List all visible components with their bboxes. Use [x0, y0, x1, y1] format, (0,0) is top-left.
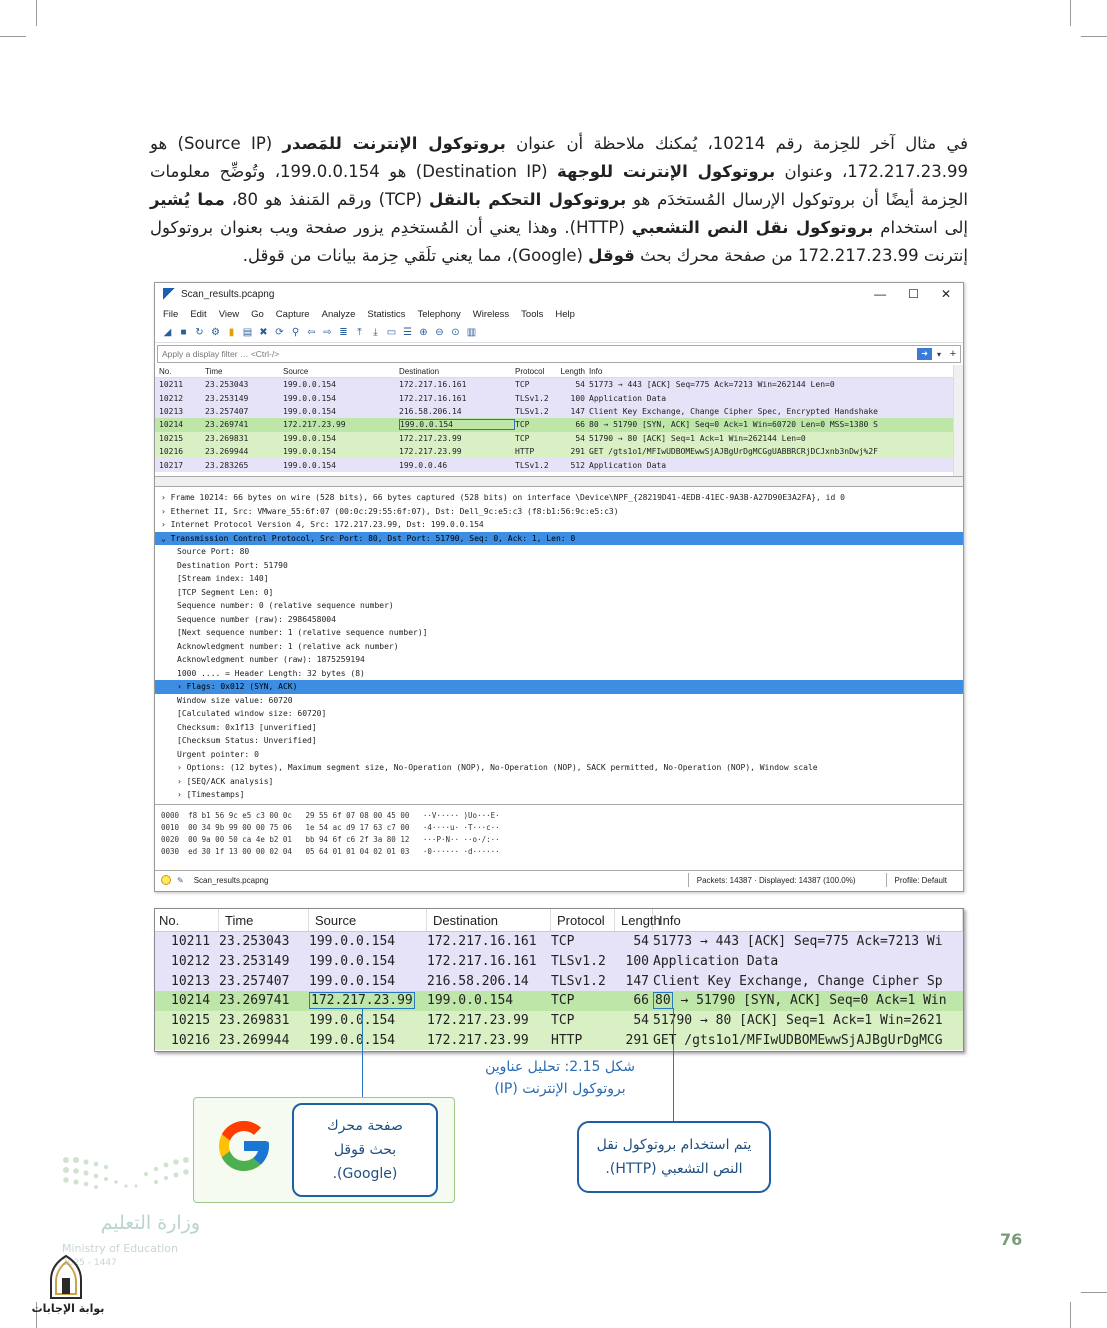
cell-destination: 199.0.0.46 — [399, 460, 448, 470]
zoom-cell-length: 66 — [633, 993, 649, 1009]
cell-source: 199.0.0.154 — [283, 406, 336, 416]
detail-row-selected[interactable]: › Flags: 0x012 (SYN, ACK) — [155, 680, 963, 694]
zoom-col-time: Time — [219, 909, 309, 931]
col-source[interactable]: Source — [283, 366, 309, 376]
main-toolbar — [155, 323, 963, 343]
crop-mark — [36, 0, 37, 26]
detail-row-selected[interactable]: ⌄ Transmission Control Protocol, Src Port: 80, Dst Port: 51790, Seq: 0, Ack: 1, Len: 0 — [155, 532, 963, 546]
google-callout — [193, 1097, 455, 1203]
zoomed-packet-list — [154, 908, 964, 1052]
zoom-cell-info-wrap — [653, 993, 963, 1008]
apply-filter-icon[interactable]: ➜ — [917, 348, 932, 360]
zoom-cell-info: Application Data — [653, 954, 779, 970]
cell-time: 23.269944 — [205, 447, 249, 457]
zoom-row — [155, 1011, 963, 1031]
packet-row[interactable] — [155, 445, 963, 458]
zoom-cell-no: 10213 — [171, 973, 211, 989]
first-packet-icon[interactable]: ⤒ — [357, 327, 362, 338]
zoom-row — [155, 971, 963, 991]
detail-row[interactable]: Window size value: 60720 — [177, 695, 293, 705]
capture-options-icon[interactable]: ⚙ — [211, 327, 220, 338]
zoom-cell-source: 199.0.0.154 — [309, 934, 396, 950]
callout-line: يتم استخدام بروتوكول نقل — [596, 1137, 752, 1153]
zoom-row — [155, 1030, 963, 1050]
packet-list-scrollbar[interactable] — [953, 365, 963, 476]
caption-line: بروتوكول الإنترنت (IP) — [494, 1081, 626, 1097]
cell-info: 51773 → 443 [ACK] Seq=775 Ack=7213 Win=262144 Len=0 — [589, 380, 835, 390]
zoom-col-protocol: Protocol — [551, 909, 615, 931]
cell-time: 23.253149 — [205, 393, 249, 403]
packet-row[interactable] — [155, 458, 963, 471]
callout-line: صفحة محرك — [327, 1118, 403, 1134]
cell-time: 23.269831 — [205, 433, 249, 443]
detail-row[interactable]: › Internet Protocol Version 4, Src: 172.217.23.99, Dst: 199.0.0.154 — [161, 520, 484, 529]
ministry-english-name: Ministry of Education — [62, 1242, 179, 1255]
cell-protocol: TCP — [515, 420, 530, 430]
horizontal-scrollbar[interactable] — [155, 477, 963, 487]
menu-capture[interactable]: Capture — [275, 308, 310, 320]
zoom-cell-info: Client Key Exchange, Change Cipher Sp — [653, 973, 943, 989]
zoom-cell-source: 199.0.0.154 — [309, 1013, 396, 1029]
zoom-cell-destination: 172.217.23.99 — [427, 1032, 529, 1048]
packet-details-pane — [155, 487, 963, 805]
cell-length: 66 — [575, 420, 585, 430]
open-file-icon[interactable]: ▮ — [228, 327, 235, 338]
http-callout — [577, 1121, 771, 1193]
zoom-cell-no: 10214 — [171, 993, 211, 1009]
source-ip-highlight: 172.217.23.99 — [311, 993, 413, 1009]
status-separator — [688, 873, 689, 887]
go-to-packet-icon[interactable]: ≣ — [339, 327, 348, 338]
detail-row[interactable]: › Ethernet II, Src: VMware_55:6f:07 (00:0c:29:55:6f:07), Dst: Dell_9c:e5:c3 (f8:b1:56:9c:e5:c3) — [161, 506, 619, 516]
callout-line: (Google). — [332, 1166, 398, 1182]
status-separator — [886, 873, 887, 887]
col-time[interactable]: Time — [205, 366, 223, 376]
zoom-cell-length: 291 — [625, 1032, 649, 1048]
cell-time: 23.269741 — [205, 420, 249, 430]
portal-emblem-icon — [46, 1254, 86, 1300]
cell-time: 23.283265 — [205, 460, 249, 470]
crop-mark — [0, 36, 26, 37]
zoom-cell-no: 10216 — [171, 1032, 211, 1048]
cell-destination: 172.217.23.99 — [399, 447, 462, 457]
cell-info: Client Key Exchange, Change Cipher Spec, Encrypted Handshake — [589, 406, 878, 416]
filter-input[interactable]: Apply a display filter … <Ctrl-/> — [162, 349, 280, 359]
zoom-out-icon[interactable]: ⊖ — [435, 327, 444, 338]
cell-protocol: TCP — [515, 380, 530, 390]
crop-mark — [1081, 36, 1107, 37]
detail-row[interactable]: Acknowledgment number: 1 (relative ack number) — [177, 641, 399, 651]
zoom-cell-source-wrap — [309, 993, 427, 1008]
minimize-button[interactable]: — — [874, 287, 887, 301]
normal-size-icon[interactable]: ⊙ — [451, 327, 460, 338]
cell-length: 147 — [570, 406, 585, 416]
cell-no: 10217 — [159, 460, 184, 470]
figure-caption — [440, 1056, 680, 1100]
cell-destination: 216.58.206.14 — [399, 406, 462, 416]
detail-row[interactable]: [Checksum Status: Unverified] — [177, 736, 317, 745]
status-file-name: Scan_results.pcapng — [193, 875, 269, 885]
zoom-cell-destination: 216.58.206.14 — [427, 973, 529, 989]
detail-row[interactable]: Destination Port: 51790 — [177, 560, 288, 570]
menu-tools[interactable]: Tools — [521, 308, 544, 320]
menu-edit[interactable]: Edit — [190, 308, 207, 320]
cell-protocol: TLSv1.2 — [515, 460, 549, 470]
zoom-header — [155, 909, 963, 932]
ministry-year: 2025 - 1447 — [62, 1258, 117, 1268]
cell-no: 10211 — [159, 380, 184, 390]
zoom-col-length: Length — [615, 909, 653, 931]
cell-length: 100 — [570, 393, 585, 403]
cell-length: 291 — [570, 447, 585, 457]
cell-source: 199.0.0.154 — [283, 433, 336, 443]
detail-row[interactable]: Checksum: 0x1f13 [unverified] — [177, 722, 317, 732]
zoom-cell-length: 100 — [625, 954, 649, 970]
detail-row[interactable]: 1000 .... = Header Length: 32 bytes (8) — [177, 668, 365, 678]
zoom-cell-source: 199.0.0.154 — [309, 1032, 396, 1048]
packet-row-selected[interactable] — [155, 418, 963, 431]
colorize-icon[interactable]: ☰ — [403, 327, 412, 338]
status-packets: Packets: 14387 · Displayed: 14387 (100.0%) — [696, 875, 856, 885]
zoom-cell-source: 199.0.0.154 — [309, 954, 396, 970]
cell-no: 10212 — [159, 393, 184, 403]
zoom-col-source: Source — [309, 909, 427, 931]
zoom-cell-protocol: TLSv1.2 — [551, 973, 606, 989]
menu-go[interactable]: Go — [251, 308, 264, 320]
zoom-cell-no: 10211 — [171, 934, 211, 950]
cell-destination: 172.217.16.161 — [399, 393, 467, 403]
col-no[interactable]: No. — [159, 366, 172, 376]
portal-name: بوابة الإجابات — [31, 1302, 105, 1315]
callout-line: بحث قوقل — [333, 1142, 397, 1158]
zoom-cell-info: GET /gts1o1/MFIwUDBOMEwwSjAJBgUrDgMCG — [653, 1032, 943, 1048]
last-packet-icon[interactable]: ⤓ — [373, 327, 378, 338]
packet-list — [155, 365, 963, 477]
menu-file[interactable]: File — [163, 308, 179, 320]
zoom-cell-time: 23.269741 — [219, 993, 290, 1009]
cell-length: 54 — [575, 433, 585, 443]
menu-help[interactable]: Help — [555, 308, 575, 320]
cell-info: GET /gts1o1/MFIwUDBOMEwwSjAJBgUrDgMCGgUABBRCRjDCJxnb3nDwj%2F — [589, 447, 878, 457]
zoom-cell-protocol: HTTP — [551, 1032, 583, 1048]
ministry-dots-icon — [60, 1150, 200, 1200]
cell-no: 10216 — [159, 447, 184, 457]
cell-protocol: TLSv1.2 — [515, 406, 549, 416]
hex-row: 0030 ed 30 1f 13 00 00 02 04 05 64 01 01 04 02 01 03 ·0······ ·d······ — [161, 847, 500, 856]
menu-wireless[interactable]: Wireless — [472, 308, 510, 320]
google-callout-text — [292, 1103, 438, 1197]
zoom-cell-time: 23.269831 — [219, 1013, 290, 1029]
zoom-cell-destination: 199.0.0.154 — [427, 993, 514, 1009]
zoom-cell-length: 54 — [633, 1013, 649, 1029]
resize-columns-icon[interactable]: ▥ — [466, 327, 477, 338]
hex-row: 0000 f8 b1 56 9c e5 c3 00 0c 29 55 6f 07 08 00 45 00 ··V····· )Uo···E· — [161, 811, 500, 820]
menu-view[interactable]: View — [218, 308, 240, 320]
menu-telephony[interactable]: Telephony — [417, 308, 461, 320]
cell-info: Application Data — [589, 393, 667, 403]
hex-row: 0020 00 9a 00 50 ca 4e b2 01 bb 94 6f c6 2f 3a 80 12 ···P·N·· ··o·/:·· — [161, 835, 500, 844]
detail-row[interactable]: › Frame 10214: 66 bytes on wire (528 bits), 66 bytes captured (528 bits) on interface \Device\NPF_{28219D41-4EDB-41EC-9A3B-A27D90E3A2FA}, id 0 — [161, 493, 845, 502]
zoom-cell-protocol: TCP — [551, 1013, 575, 1029]
cell-destination: 172.217.16.161 — [399, 380, 467, 390]
cell-source: 199.0.0.154 — [283, 393, 336, 403]
cell-no: 10213 — [159, 406, 184, 416]
zoom-cell-info: 51790 → 80 [ACK] Seq=1 Ack=1 Win=2621 — [653, 1013, 943, 1029]
ministry-arabic-name: وزارة التعليم — [100, 1212, 200, 1234]
cell-source: 199.0.0.154 — [283, 447, 336, 457]
detail-row[interactable]: Acknowledgment number (raw): 1875259194 — [177, 655, 365, 664]
cell-length: 54 — [575, 380, 585, 390]
zoom-cell-info: → 51790 [SYN, ACK] Seq=0 Ack=1 Win — [672, 993, 947, 1009]
zoom-cell-no: 10212 — [171, 954, 211, 970]
cell-no: 10214 — [159, 420, 184, 430]
zoom-cell-info: 51773 → 443 [ACK] Seq=775 Ack=7213 Wi — [653, 934, 943, 950]
start-capture-icon[interactable]: ◢ — [163, 327, 172, 338]
detail-row[interactable]: [Stream index: 140] — [177, 574, 269, 583]
zoom-cell-time: 23.253043 — [219, 934, 290, 950]
menu-analyze[interactable]: Analyze — [321, 308, 356, 320]
menu-bar — [155, 305, 963, 323]
status-profile[interactable]: Profile: Default — [894, 875, 947, 885]
crop-mark — [1070, 1302, 1071, 1328]
zoom-cell-protocol: TLSv1.2 — [551, 954, 606, 970]
menu-statistics[interactable]: Statistics — [367, 308, 406, 320]
title-bar — [155, 283, 963, 305]
body-paragraph: في مثال آخر للحِزمة رقم 10214، يُمكنك ملاحظة أن عنوان بروتوكول الإنترنت للمَصدر (Source IP) هو 172.217.23.99، وعنوان بروتوكول الإنترنت للوجهة (Destination IP) هو 199.0.0.154، وتُوضِّح معلومات الحِزمة أيضًا أن بروتوكول الإرسال المُستخدَم هو بروتوكول التحكم بالنقل (TCP) ورقم المَنفذ هو 80، مما يُشير إلى استخدام بروتوكول نقل النص التشعبي (HTTP). وهذا يعني أن المُستخدِم يزور صفحة ويب بعنوان بروتوكول إنترنت 172.217.23.99 من صفحة محرك بحث قوقل (Google)، مما يعني تلَقي حِزمة بيانات من قوقل. — [150, 134, 968, 265]
detail-row[interactable]: [Calculated window size: 60720] — [177, 709, 327, 718]
portal-logo — [28, 1254, 108, 1324]
zoom-cell-destination: 172.217.23.99 — [427, 1013, 529, 1029]
col-destination[interactable]: Destination — [399, 366, 440, 376]
restart-capture-icon[interactable]: ↻ — [195, 327, 204, 338]
caption-line: شكل 2.15: تحليل عناوين — [485, 1059, 635, 1075]
close-file-icon[interactable]: ✖ — [259, 327, 268, 338]
wireshark-window — [154, 282, 964, 892]
zoom-cell-destination: 172.217.16.161 — [427, 934, 537, 950]
cell-time: 23.257407 — [205, 406, 249, 416]
cell-time: 23.253043 — [205, 380, 249, 390]
add-filter-icon[interactable]: + — [949, 348, 957, 360]
google-logo-icon — [214, 1116, 274, 1176]
cell-source: 172.217.23.99 — [283, 420, 346, 430]
detail-row[interactable]: [Next sequence number: 1 (relative sequence number)] — [177, 628, 428, 637]
detail-row[interactable]: Source Port: 80 — [177, 547, 250, 556]
close-button[interactable]: ✕ — [940, 287, 951, 301]
zoom-cell-source: 199.0.0.154 — [309, 973, 396, 989]
detail-row[interactable]: › [SEQ/ACK analysis] — [177, 776, 274, 786]
connector-line-google — [362, 1008, 363, 1104]
callout-line: النص التشعبي (HTTP). — [605, 1161, 743, 1177]
cell-no: 10215 — [159, 433, 184, 443]
stop-capture-icon[interactable]: ■ — [180, 327, 187, 338]
edit-comment-icon[interactable]: ✎ — [177, 875, 184, 885]
detail-row[interactable]: › Options: (12 bytes), Maximum segment size, No-Operation (NOP), No-Operation (NOP), SACK permitted, No-Operation (NOP), Window scale — [177, 763, 818, 772]
expert-info-icon[interactable] — [161, 875, 171, 885]
cell-destination: 172.217.23.99 — [399, 433, 462, 443]
zoom-cell-time: 23.257407 — [219, 973, 290, 989]
autoscroll-icon[interactable]: ▭ — [386, 327, 397, 338]
packet-row[interactable] — [155, 432, 963, 445]
zoom-row — [155, 932, 963, 952]
zoom-col-destination: Destination — [427, 909, 551, 931]
go-back-icon[interactable]: ⇦ — [307, 327, 316, 338]
detail-row[interactable]: Sequence number (raw): 2986458004 — [177, 614, 336, 624]
cell-source: 199.0.0.154 — [283, 380, 336, 390]
display-filter-bar[interactable] — [157, 345, 961, 363]
filter-dropdown-icon[interactable]: ▾ — [936, 349, 941, 359]
port-highlight: 80 — [655, 993, 671, 1009]
col-length[interactable]: Length — [560, 366, 585, 376]
hex-row: 0010 00 34 9b 99 00 00 75 06 1e 54 ac d9 17 63 c7 00 ·4····u· ·T···c·· — [161, 823, 500, 832]
reload-icon[interactable]: ⟳ — [275, 327, 284, 338]
zoom-cell-length: 54 — [633, 934, 649, 950]
zoom-cell-length: 147 — [625, 973, 649, 989]
detail-row[interactable]: › [Timestamps] — [177, 790, 245, 799]
cell-protocol: HTTP — [515, 447, 535, 457]
col-info[interactable]: Info — [589, 366, 603, 376]
window-title: Scan_results.pcapng — [181, 288, 275, 300]
zoom-cell-time: 23.269944 — [219, 1032, 290, 1048]
detail-row[interactable]: Sequence number: 0 (relative sequence number) — [177, 601, 394, 610]
cell-length: 512 — [570, 460, 585, 470]
packet-row[interactable] — [155, 391, 963, 404]
detail-row[interactable]: [TCP Segment Len: 0] — [177, 587, 274, 597]
cell-info: 51790 → 80 [ACK] Seq=1 Ack=1 Win=262144 Len=0 — [589, 433, 806, 443]
cell-protocol: TLSv1.2 — [515, 393, 549, 403]
zoom-in-icon[interactable]: ⊕ — [419, 327, 428, 338]
crop-mark — [1081, 1292, 1107, 1293]
zoom-cell-protocol: TCP — [551, 993, 575, 1009]
zoom-col-info: Info — [653, 909, 963, 931]
packet-bytes-pane — [155, 805, 963, 871]
packet-row[interactable] — [155, 405, 963, 418]
page-number: 76 — [1000, 1230, 1023, 1249]
cell-source: 199.0.0.154 — [283, 460, 336, 470]
packet-row[interactable] — [155, 378, 963, 391]
zoom-cell-no: 10215 — [171, 1013, 211, 1029]
zoom-col-no: No. — [155, 909, 219, 931]
save-file-icon[interactable]: ▤ — [242, 327, 253, 338]
cell-info: Application Data — [589, 460, 667, 470]
zoom-row-selected — [155, 991, 963, 1011]
zoom-cell-time: 23.253149 — [219, 954, 290, 970]
status-bar — [155, 871, 963, 889]
go-forward-icon[interactable]: ⇨ — [323, 327, 332, 338]
maximize-button[interactable]: ☐ — [908, 287, 919, 301]
cell-protocol: TCP — [515, 433, 530, 443]
zoom-cell-destination: 172.217.16.161 — [427, 954, 537, 970]
col-protocol[interactable]: Protocol — [515, 366, 545, 376]
cell-destination: 199.0.0.154 — [399, 419, 515, 430]
wireshark-fin-icon — [163, 288, 175, 300]
zoom-cell-protocol: TCP — [551, 934, 575, 950]
detail-row[interactable]: Urgent pointer: 0 — [177, 749, 259, 759]
packet-list-header — [155, 365, 963, 378]
find-packet-icon[interactable]: ⚲ — [291, 327, 300, 338]
zoom-row — [155, 952, 963, 972]
crop-mark — [1070, 0, 1071, 26]
cell-info: 80 → 51790 [SYN, ACK] Seq=0 Ack=1 Win=60720 Len=0 MSS=1380 S — [589, 420, 878, 430]
